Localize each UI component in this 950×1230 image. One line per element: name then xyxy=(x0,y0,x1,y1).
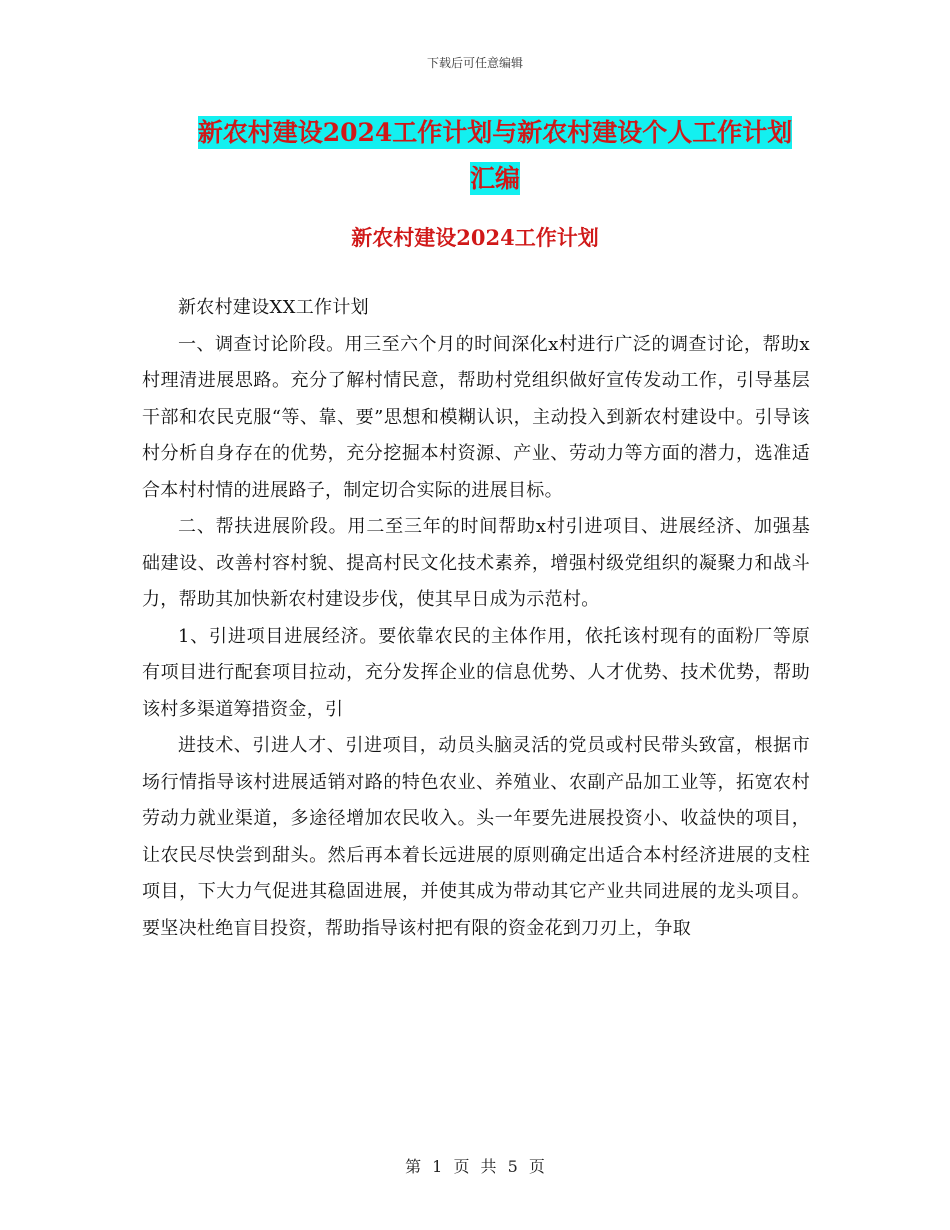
paragraph-stage-one: 一、调查讨论阶段。用三至六个月的时间深化x村进行广泛的调查讨论，帮助x村理清进展思路。充分了解村情民意，帮助村党组织做好宣传发动工作，引导基层干部和农民克服“等、靠、要”思想和模糊认识，主动投入到新农村建设中。引导该村分析自身存在的优势，充分挖掘本村资源、产业、劳动力等方面的潜力，选准适合本村村情的进展路子，制定切合实际的进展目标。 xyxy=(142,333,810,501)
paragraph-subtitle: 新农村建设XX工作计划 xyxy=(178,297,369,318)
document-title-line-1: 新农村建设2024工作计划与新农村建设个人工作计划 xyxy=(197,118,793,147)
paragraph-item-one: 1、引进项目进展经济。要依靠农民的主体作用，依托该村现有的面粉厂等原有项目进行配套项目拉动，充分发挥企业的信息优势、人才优势、技术优势，帮助该村多渠道筹措资金，引 xyxy=(142,625,810,720)
document-title xyxy=(140,110,850,202)
page-footer: 第 1 页 共 5 页 xyxy=(405,1157,545,1176)
paragraph-item-one-continued: 进技术、引进人才、引进项目，动员头脑灵活的党员或村民带头致富，根据市场行情指导该村进展适销对路的特色农业、养殖业、农副产品加工业等，拓宽农村劳动力就业渠道，多途径增加农民收入。头一年要先进展投资小、收益快的项目，让农民尽快尝到甜头。然后再本着长远进展的原则确定出适合本村经济进展的支柱项目，下大力气促进其稳固进展，并使其成为带动其它产业共同进展的龙头项目。要坚决杜绝盲目投资，帮助指导该村把有限的资金花到刀刃上，争取 xyxy=(142,735,810,939)
paragraph-stage-two: 二、帮扶进展阶段。用二至三年的时间帮助x村引进项目、进展经济、加强基础建设、改善村容村貌、提高村民文化技术素养，增强村级党组织的凝聚力和战斗力，帮助其加快新农村建设步伐，使其早日成为示范村。 xyxy=(142,516,810,610)
document-body xyxy=(142,290,810,947)
header-note: 下载后可任意编辑 xyxy=(426,56,523,70)
document-title-line-2: 汇编 xyxy=(469,164,520,193)
section-title: 新农村建设2024工作计划 xyxy=(351,225,599,250)
